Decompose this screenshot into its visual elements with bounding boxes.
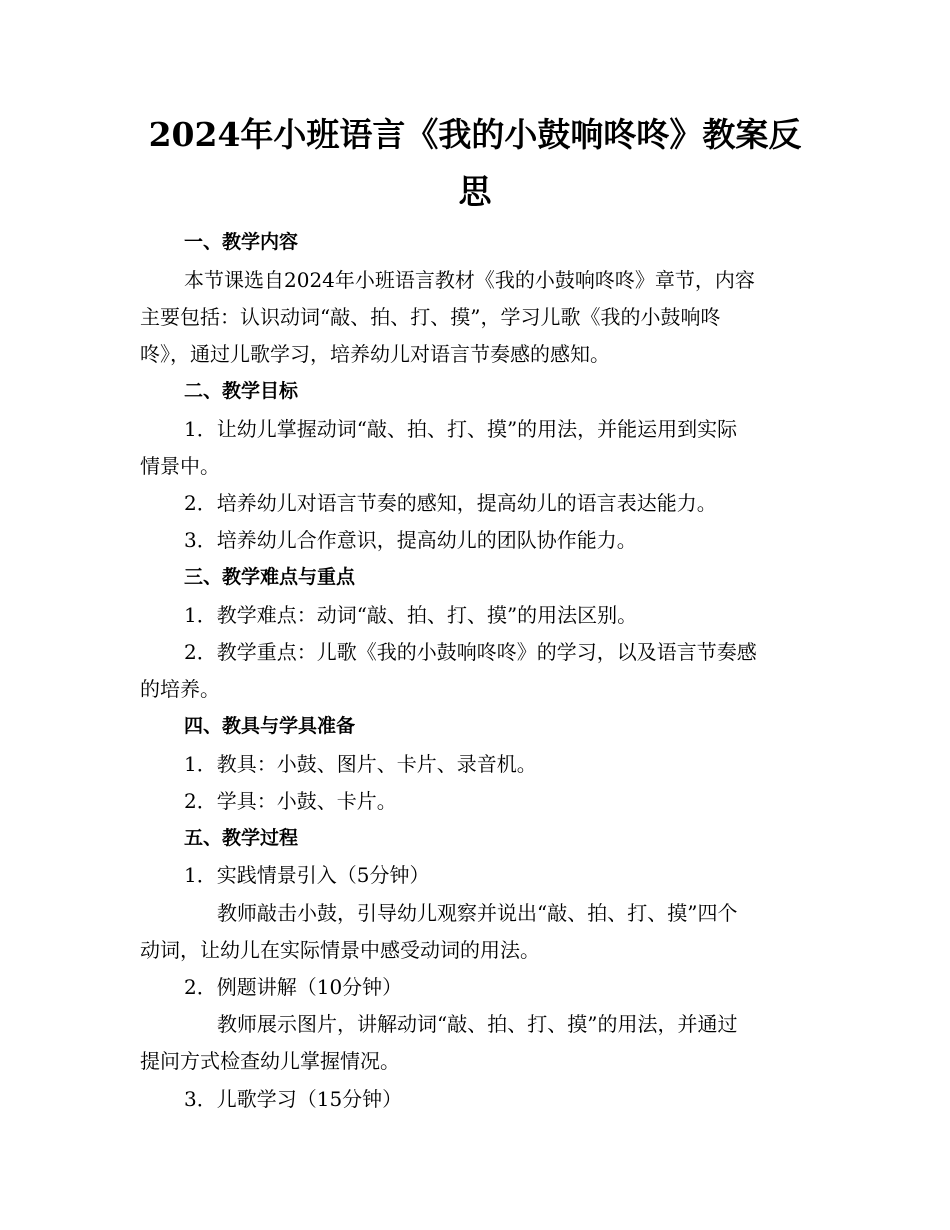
list-item-continuation: 的培养。 (140, 677, 220, 701)
paragraph-line: 教师敲击小鼓，引导幼儿观察并说出“敲、拍、打、摸”四个 (217, 901, 738, 925)
list-item: 1．让幼儿掌握动词“敲、拍、打、摸”的用法，并能运用到实际 (184, 417, 738, 441)
paragraph-line: 咚》，通过儿歌学习，培养幼儿对语言节奏感的感知。 (140, 342, 610, 366)
section-heading-2: 二、教学目标 (184, 380, 299, 402)
list-item-continuation: 情景中。 (140, 454, 220, 478)
list-item: 2．教学重点：儿歌《我的小鼓响咚咚》的学习，以及语言节奏感 (184, 640, 757, 664)
list-item: 3．儿歌学习（15分钟） (184, 1087, 403, 1111)
list-item: 1．教学难点：动词“敲、拍、打、摸”的用法区别。 (184, 603, 638, 627)
list-item: 2．例题讲解（10分钟） (184, 975, 403, 999)
paragraph-line: 动词，让幼儿在实际情景中感受动词的用法。 (140, 938, 540, 962)
paragraph-line: 主要包括：认识动词“敲、拍、打、摸”，学习儿歌《我的小鼓响咚 (140, 305, 721, 329)
list-item: 1．教具：小鼓、图片、卡片、录音机。 (184, 752, 537, 776)
section-heading-3: 三、教学难点与重点 (184, 566, 356, 588)
list-item: 3．培养幼儿合作意识，提高幼儿的团队协作能力。 (184, 528, 637, 552)
section-heading-1: 一、教学内容 (184, 231, 299, 253)
list-item: 2．培养幼儿对语言节奏的感知，提高幼儿的语言表达能力。 (184, 491, 717, 515)
paragraph-line: 本节课选自2024年小班语言教材《我的小鼓响咚咚》章节，内容 (184, 268, 755, 292)
list-item: 2．学具：小鼓、卡片。 (184, 789, 397, 813)
list-item: 1．实践情景引入（5分钟） (184, 863, 430, 887)
section-heading-5: 五、教学过程 (184, 827, 299, 849)
document-title: 2024年小班语言《我的小鼓响咚咚》教案反思 (148, 115, 802, 211)
section-heading-4: 四、教具与学具准备 (184, 715, 356, 737)
paragraph-line: 教师展示图片，讲解动词“敲、拍、打、摸”的用法，并通过 (217, 1012, 738, 1036)
paragraph-line: 提问方式检查幼儿掌握情况。 (140, 1049, 400, 1073)
